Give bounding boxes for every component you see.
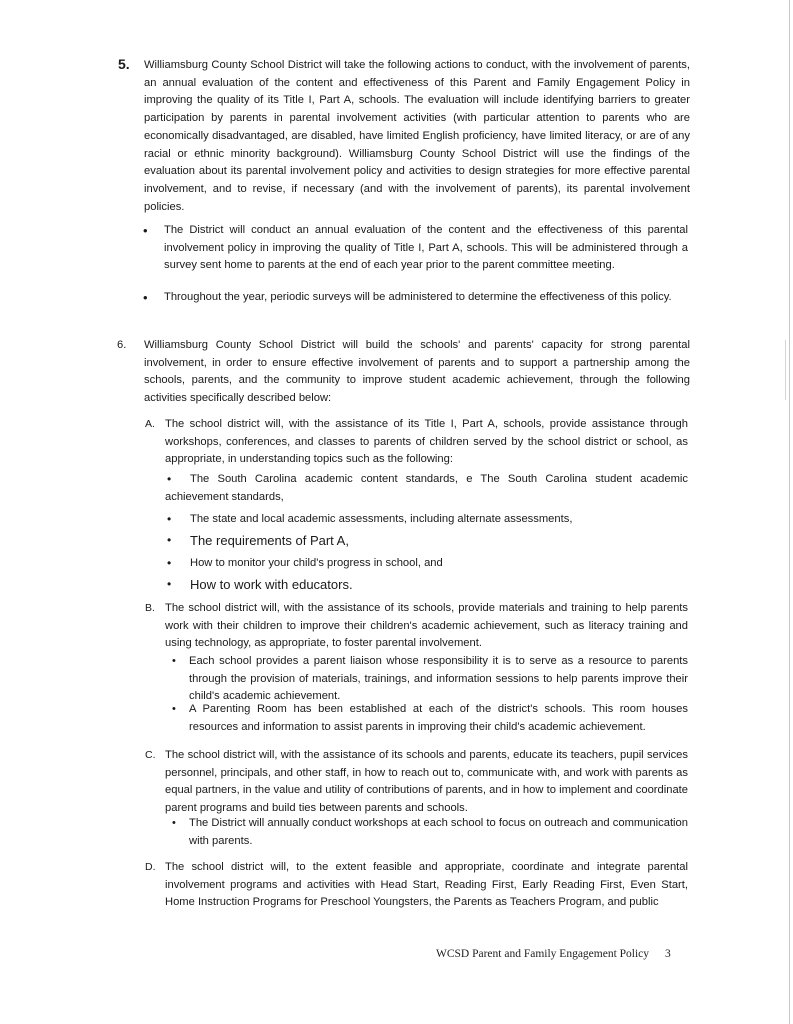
list-item: [165, 532, 688, 550]
subsection-letter: B.: [145, 602, 155, 614]
bullet-icon: •: [167, 533, 172, 547]
page-number: 3: [665, 948, 671, 960]
bullet-icon: •: [172, 817, 176, 829]
list-item-text: The requirements of Part A,: [190, 533, 349, 548]
subsection-a: [145, 416, 688, 469]
bullet-text: A Parenting Room has been established at each of the district's schools. This room houses resources and information to assist parents in improving their child's academic achievement.: [189, 703, 688, 733]
list-item-text: How to work with educators.: [190, 577, 353, 592]
bullet-item: [172, 653, 688, 706]
list-item-text: The South Carolina academic content standards, e The South Carolina student academic achievement standards,: [165, 473, 688, 503]
subsection-text: The school district will, to the extent feasible and appropriate, coordinate and integrate parental involvement programs and activities with Head Start, Reading First, Early Reading First, Even Start, Home Instruction Programs for Preschool Youngsters, the Parents as Teachers Program, and public: [165, 861, 688, 909]
section-number: 6.: [117, 339, 127, 351]
list-item: [165, 576, 688, 594]
page-footer: [436, 948, 671, 960]
bullet-icon: •: [172, 703, 176, 715]
section-5: [117, 57, 690, 216]
subsection-c: [145, 747, 688, 818]
bullet-text: The District will conduct an annual evaluation of the content and the effectiveness of this parental involvement policy in improving the quality of Title I, Part A, schools. This will be administered through a survey sent home to parents at the end of each year prior to the parent committee meeting.: [164, 224, 688, 272]
subsection-b: [145, 600, 688, 653]
bullet-item: [143, 222, 688, 275]
bullet-item: [143, 289, 688, 307]
subsection-text: The school district will, with the assistance of its schools, provide materials and training to help parents work with their children to improve their children's academic achievement, such as literacy training and using technology, as appropriate, to foster parental involvement.: [165, 602, 688, 650]
bullet-icon: •: [167, 472, 172, 486]
list-item: [165, 511, 688, 529]
subsection-text: The school district will, with the assistance of its schools and parents, educate its teachers, pupil services personnel, principals, and other staff, in how to reach out to, communicate with, and work with parents as equal partners, in the value and utility of contributions of parents, and in how to implement and coordinate parent programs and build ties between parents and schools.: [165, 749, 688, 815]
section-text: Williamsburg County School District will take the following actions to conduct, with the involvement of parents, an annual evaluation of the content and effectiveness of this Parent and Family Engagement Policy in improving the quality of its Title I, Part A, schools. The evaluation will include identifying barriers to greater participation by parents in parental involvement activities (with particular attention to parents who are economically disadvantaged, are disabled, have limited English proficiency, have limited literacy, or are of any racial or ethnic minority background). Williamsburg County School District will use the findings of the evaluation about its parental involvement policy and activities to design strategies for more effective parental involvement, and to revise, if necessary (and with the involvement of parents), its parental involvement policies.: [144, 59, 690, 213]
subsection-letter: C.: [145, 749, 156, 761]
list-item-text: The state and local academic assessments, including alternate assessments,: [190, 513, 573, 525]
list-item: [165, 555, 688, 573]
section-number: 5.: [118, 56, 130, 72]
scan-edge-line: [789, 0, 790, 1024]
section-text: Williamsburg County School District will build the schools' and parents' capacity for strong parental involvement, in order to ensure effective involvement of parents and to support a partnership among the schools, parents, and the community to improve student academic achievement, through the following activities specifically described below:: [144, 339, 690, 405]
list-item: [165, 471, 688, 506]
bullet-icon: •: [172, 655, 176, 667]
bullet-icon: •: [143, 223, 148, 238]
bullet-icon: •: [167, 556, 172, 570]
bullet-text: The District will annually conduct workshops at each school to focus on outreach and communication with parents.: [189, 817, 688, 847]
bullet-item: [172, 701, 688, 736]
section-6: [117, 337, 690, 408]
subsection-text: The school district will, with the assistance of its Title I, Part A, schools, provide assistance through workshops, conferences, and classes to parents of children served by the school district or school, as appropriate, in understanding topics such as the following:: [165, 418, 688, 466]
subsection-letter: D.: [145, 861, 156, 873]
bullet-text: Each school provides a parent liaison whose responsibility it is to serve as a resource to parents through the provision of materials, trainings, and information sessions to help parents improve their child's academic achievement.: [189, 655, 688, 703]
bullet-icon: •: [143, 290, 148, 305]
subsection-d: [145, 859, 688, 912]
bullet-icon: •: [167, 512, 172, 526]
list-item-text: How to monitor your child's progress in school, and: [190, 557, 443, 569]
bullet-text: Throughout the year, periodic surveys will be administered to determine the effectiveness of this policy.: [164, 291, 672, 303]
scan-edge-mark: [785, 340, 786, 400]
bullet-item: [172, 815, 688, 850]
footer-title: WCSD Parent and Family Engagement Policy: [436, 948, 650, 960]
bullet-icon: •: [167, 577, 172, 591]
subsection-letter: A.: [145, 418, 155, 430]
